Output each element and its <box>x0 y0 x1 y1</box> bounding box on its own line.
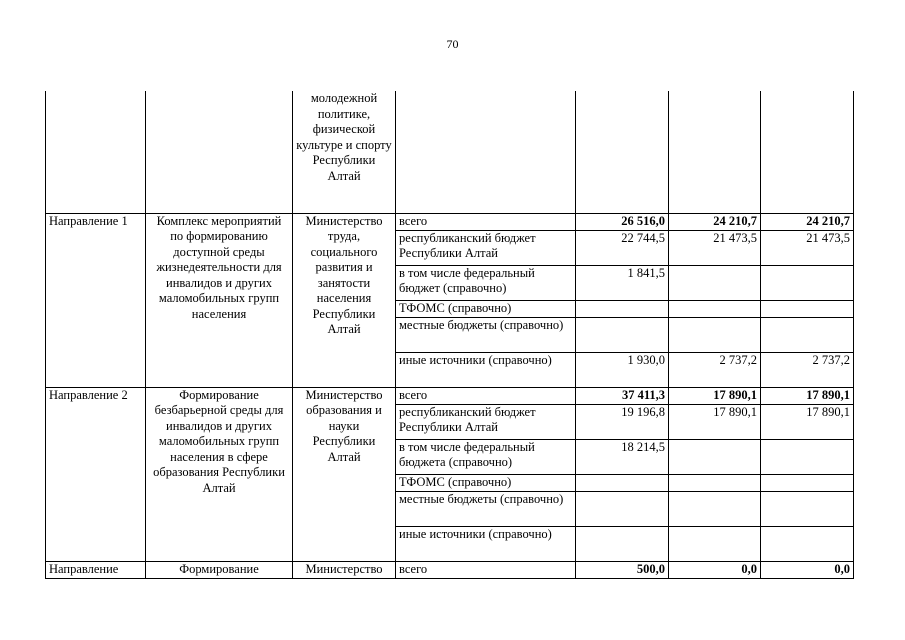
value-cell <box>669 317 761 352</box>
source-label: ТФОМС (справочно) <box>396 300 576 317</box>
table-row <box>46 213 854 230</box>
value-cell: 17 890,1 <box>669 387 761 404</box>
source-label: в том числе федеральный бюджета (справочно) <box>396 439 576 474</box>
source-label: в том числе федеральный бюджет (справочно) <box>396 265 576 300</box>
value-cell <box>669 300 761 317</box>
value-cell <box>761 439 854 474</box>
value-cell: 21 473,5 <box>669 230 761 265</box>
value-cell: 17 890,1 <box>761 387 854 404</box>
direction-cell: Направление 2 <box>46 387 146 561</box>
value-cell <box>576 474 669 491</box>
direction-cell: Направление <box>46 561 146 578</box>
source-label: ТФОМС (справочно) <box>396 474 576 491</box>
source-label: иные источники (справочно) <box>396 352 576 387</box>
table-row <box>46 561 854 578</box>
source-cell <box>396 91 576 213</box>
value-cell: 37 411,3 <box>576 387 669 404</box>
value-cell <box>576 91 669 213</box>
value-cell: 18 214,5 <box>576 439 669 474</box>
value-cell <box>669 265 761 300</box>
source-label: всего <box>396 387 576 404</box>
measure-name-cell: Формирование безбарьерной среды для инвалидов и других маломобильных групп населения в сфере образования Республики Алтай <box>146 387 293 561</box>
measure-name-cell: Формирование <box>146 561 293 578</box>
value-cell <box>761 300 854 317</box>
value-cell: 19 196,8 <box>576 404 669 439</box>
table-row <box>46 387 854 404</box>
value-cell: 22 744,5 <box>576 230 669 265</box>
source-label: иные источники (справочно) <box>396 526 576 561</box>
value-cell <box>669 474 761 491</box>
value-cell <box>761 526 854 561</box>
executor-cell: Министерство образования и науки Республики Алтай <box>293 387 396 561</box>
source-label: всего <box>396 213 576 230</box>
value-cell: 17 890,1 <box>761 404 854 439</box>
source-label: республиканский бюджет Республики Алтай <box>396 404 576 439</box>
value-cell <box>576 300 669 317</box>
page-number: 70 <box>446 37 459 51</box>
value-cell: 1 930,0 <box>576 352 669 387</box>
value-cell <box>761 491 854 526</box>
measure-name-cell: Комплекс мероприятий по формированию доступной среды жизнедеятельности для инвалидов и других маломобильных групп населения <box>146 213 293 387</box>
measure-name-cell <box>146 91 293 213</box>
value-cell: 17 890,1 <box>669 404 761 439</box>
source-label: республиканский бюджет Республики Алтай <box>396 230 576 265</box>
value-cell <box>669 491 761 526</box>
value-cell <box>761 91 854 213</box>
value-cell <box>761 317 854 352</box>
value-cell: 2 737,2 <box>761 352 854 387</box>
value-cell <box>761 474 854 491</box>
value-cell <box>576 317 669 352</box>
budget-table <box>45 91 854 579</box>
value-cell: 500,0 <box>576 561 669 578</box>
executor-cell: Министерство труда, социального развития и занятости населения Республики Алтай <box>293 213 396 387</box>
value-cell: 2 737,2 <box>669 352 761 387</box>
value-cell: 0,0 <box>761 561 854 578</box>
value-cell <box>669 439 761 474</box>
direction-cell <box>46 91 146 213</box>
value-cell <box>576 526 669 561</box>
value-cell: 0,0 <box>669 561 761 578</box>
value-cell: 24 210,7 <box>761 213 854 230</box>
source-label: местные бюджеты (справочно) <box>396 317 576 352</box>
value-cell <box>669 526 761 561</box>
executor-cell: Министерство <box>293 561 396 578</box>
value-cell: 26 516,0 <box>576 213 669 230</box>
value-cell <box>761 265 854 300</box>
value-cell: 1 841,5 <box>576 265 669 300</box>
value-cell: 21 473,5 <box>761 230 854 265</box>
source-label: местные бюджеты (справочно) <box>396 491 576 526</box>
value-cell: 24 210,7 <box>669 213 761 230</box>
value-cell <box>669 91 761 213</box>
executor-cell: молодежной политике, физической культуре и спорту Республики Алтай <box>293 91 396 213</box>
table-row <box>46 91 854 213</box>
source-label: всего <box>396 561 576 578</box>
value-cell <box>576 491 669 526</box>
direction-cell: Направление 1 <box>46 213 146 387</box>
